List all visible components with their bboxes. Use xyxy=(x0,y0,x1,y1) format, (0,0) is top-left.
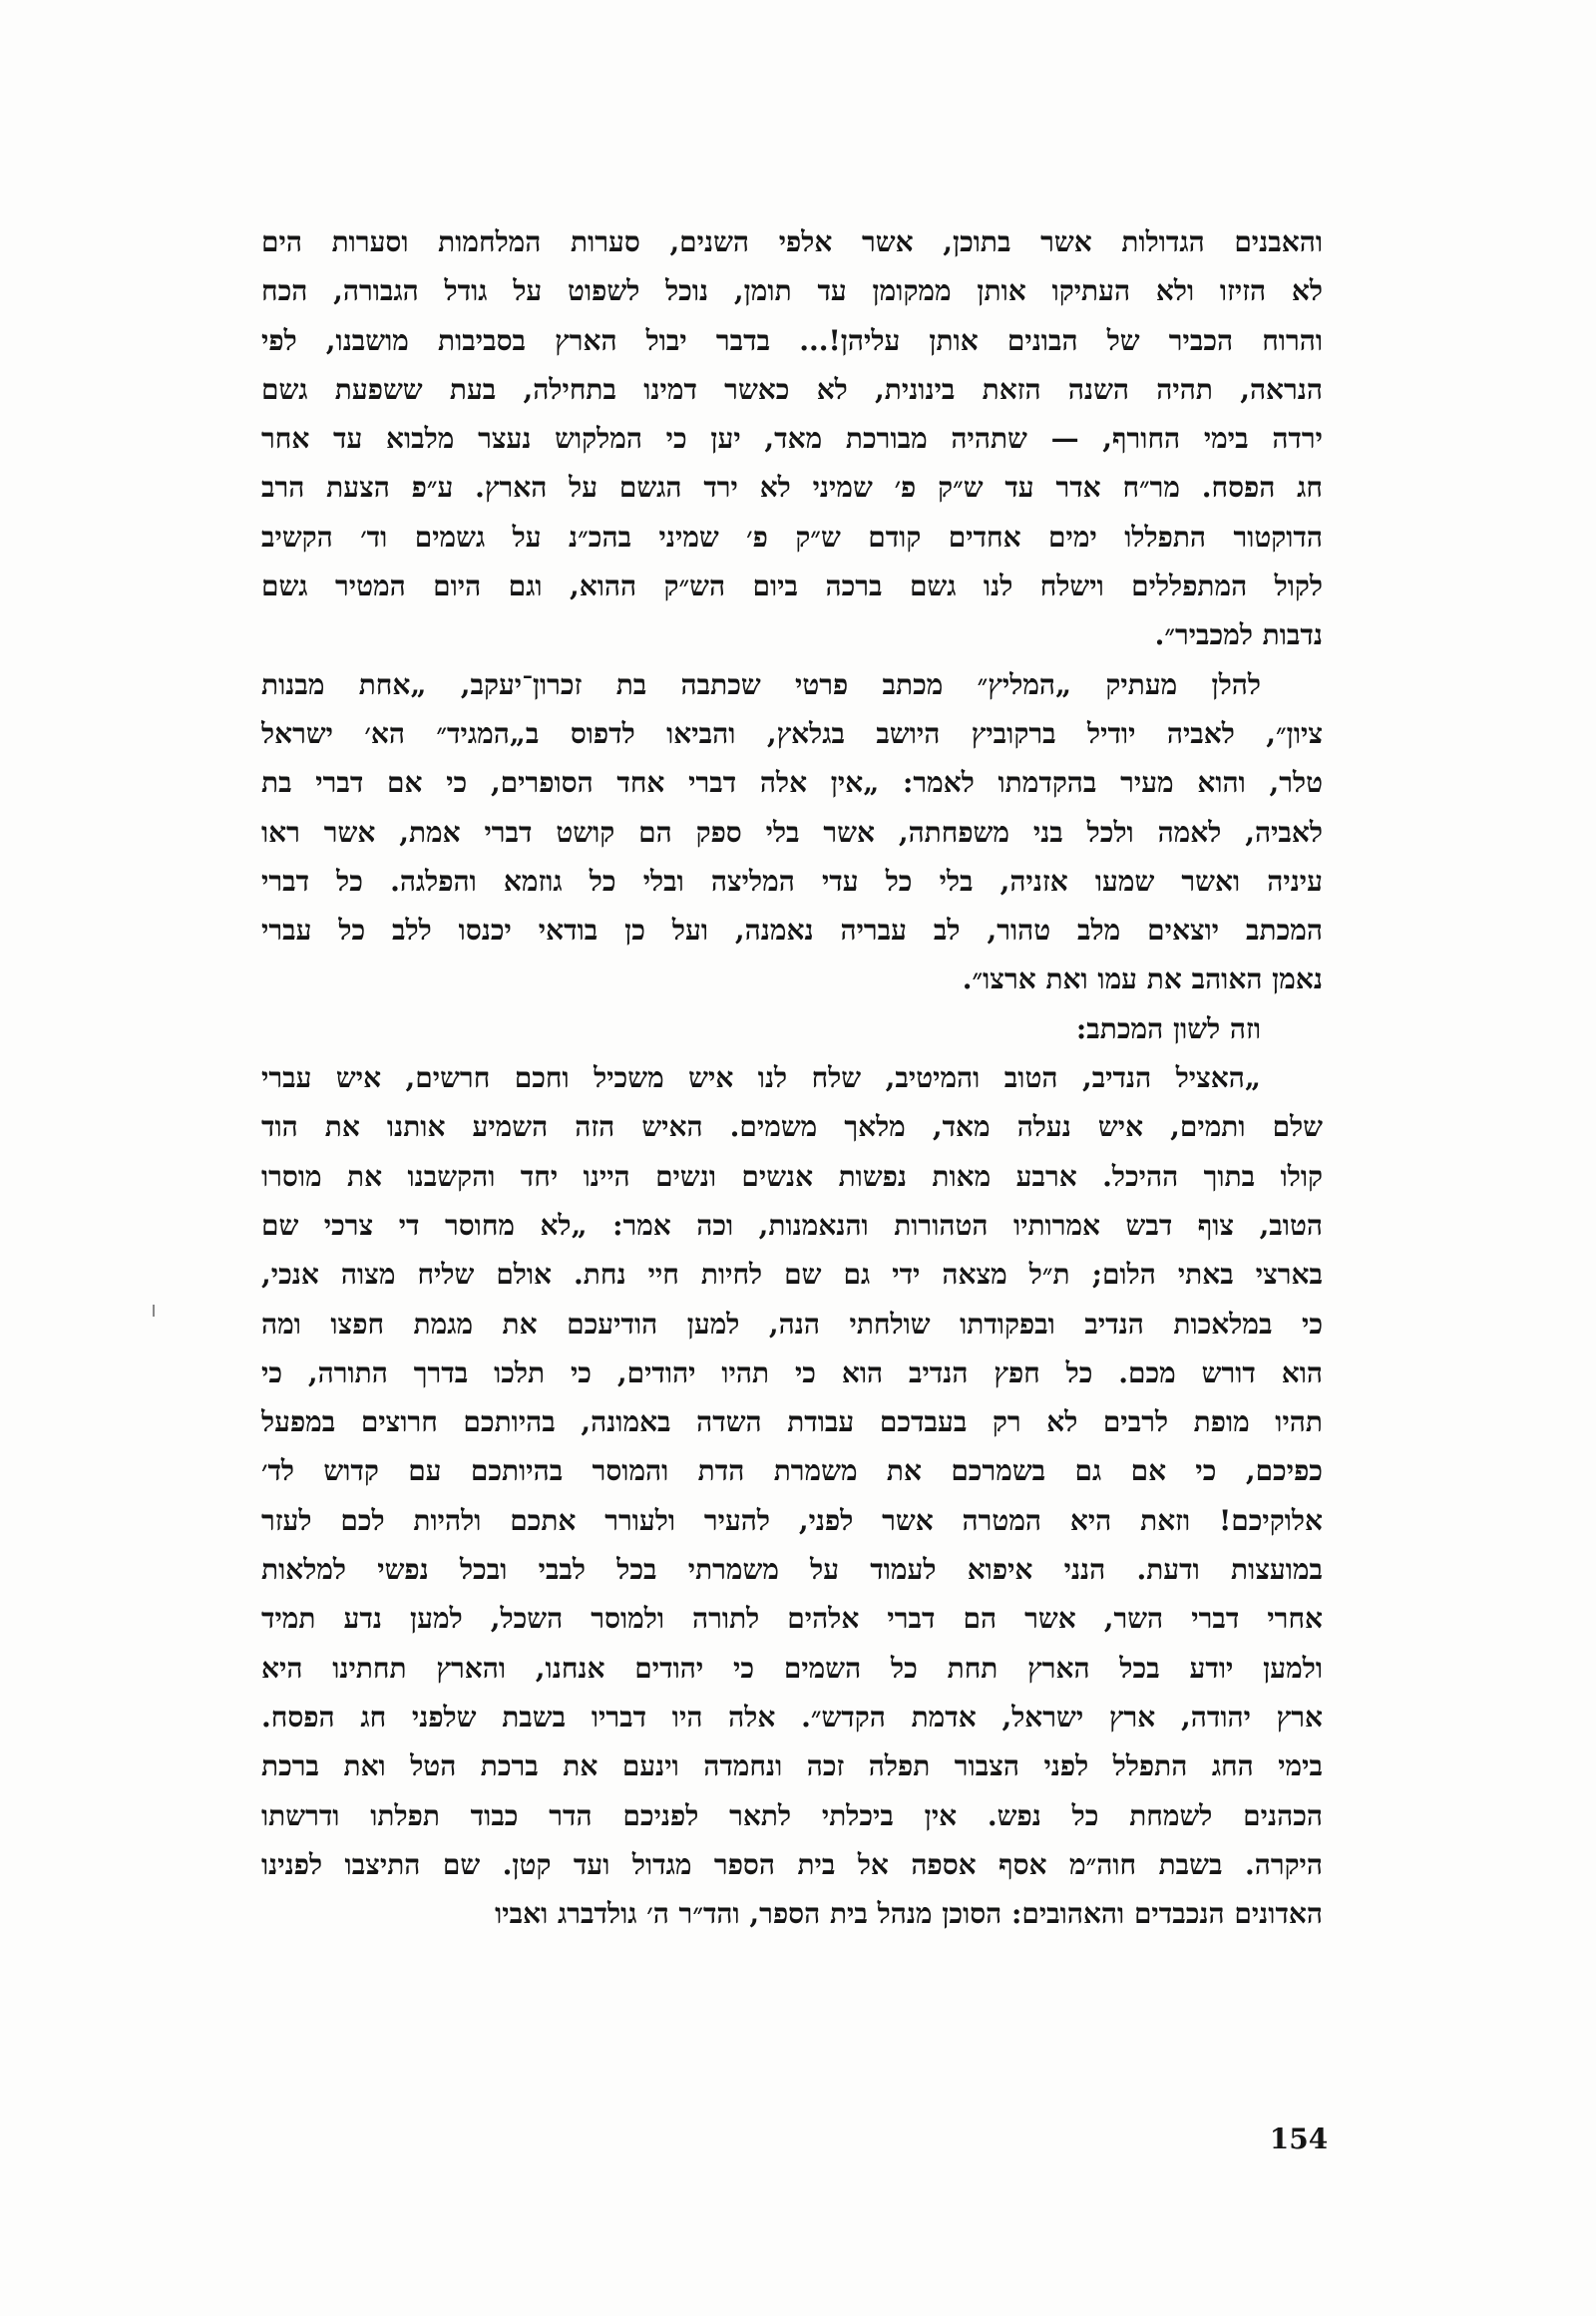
text-line: היקרה. בשבת חוה״מ אסף אספה אל בית הספר מגדול ועד קטן. שם התיצבו לפנינו xyxy=(261,1847,1323,1881)
paragraph xyxy=(261,1004,1323,1053)
text-line: המכתב יוצאים מלב טהור, לב עבריה נאמנה, ועל כן בודאי יכנסו ללב כל עברי xyxy=(261,914,1323,948)
text-line: נאמן האוהב את עמו ואת ארצו״. xyxy=(962,963,1323,996)
text-line: „האציל הנדיב, הטוב והמיטיב, שלח לנו איש משכיל וחכם חרשים, איש עברי xyxy=(261,1061,1261,1095)
text-line: קולו בתוך ההיכל. ארבע מאות נפשות אנשים ונשים היינו יחד והקשבנו את מוסרו xyxy=(261,1159,1323,1193)
text-line: בימי החג התפלל לפני הצבור תפלה זכה ונחמדה וינעם את ברכת הטל ואת ברכת xyxy=(261,1749,1323,1783)
paragraph xyxy=(261,217,1323,660)
text-line: הדוקטור התפללו ימים אחדים קודם ש״ק פ׳ שמיני בהכ״נ על גשמים וד׳ הקשיב xyxy=(261,520,1323,554)
text-line: הכהנים לשמחת כל נפש. אין ביכלתי לתאר לפניכם הדר כבוד תפלתו ודרשתו xyxy=(261,1798,1323,1832)
text-line: להלן מעתיק „המליץ״ מכתב פרטי שכתבה בת זכרון־יעקב, „אחת מבנות xyxy=(261,667,1261,701)
margin-mark xyxy=(153,1305,155,1317)
text-line: ירדה בימי החורף, — שתהיה מבורכת מאד, יען כי המלקוש נעצר מלבוא עד אחר xyxy=(261,422,1323,456)
text-line: עיניה ואשר שמעו אזניה, בלי כל עדי המליצה ובלי כל גוזמא והפלגה. כל דברי xyxy=(261,864,1323,898)
body-text xyxy=(261,217,1323,1938)
text-line: לאביה, לאמה ולכל בני משפחתה, אשר בלי ספק הם קושט דברי אמת, אשר ראו xyxy=(261,815,1323,849)
text-line: במועצות ודעת. הנני איפוא לעמוד על משמרתי בכל לבבי ובכל נפשי למלאות xyxy=(261,1553,1323,1587)
text-line: ציון״, לאביה יודיל ברקוביץ היושב בגלאץ, והביאו לדפוס ב„המגיד״ הא׳ ישראל xyxy=(261,716,1323,750)
text-line: לקול המתפללים וישלח לנו גשם ברכה ביום הש״ק ההוא, וגם היום המטיר גשם xyxy=(261,570,1323,603)
text-line: וזה לשון המכתב: xyxy=(1075,1011,1261,1045)
text-line: הוא דורש מכם. כל חפץ הנדיב הוא כי תהיו יהודים, כי תלכו בדרך התורה, כי xyxy=(261,1355,1323,1389)
text-line: והרוח הכביר של הבונים אותן עליהן!... בדבר יבול הארץ בסביבות מושבנו, לפי xyxy=(261,323,1323,357)
paragraph xyxy=(261,660,1323,1004)
text-line: ולמען יודע בכל הארץ תחת כל השמים כי יהודים אנחנו, והארץ תחתינו היא xyxy=(261,1651,1323,1685)
text-line: כי במלאכות הנדיב ובפקודתו שולחתי הנה, למען הודיעכם את מגמת חפצו ומה xyxy=(261,1307,1323,1341)
text-line: האדונים הנכבדים והאהובים: הסוכן מנהל בית הספר, והד״ר ה׳ גולדברג ואביו xyxy=(495,1897,1323,1931)
text-line: נדבות למכביר״. xyxy=(1154,618,1323,652)
page-number: 154 xyxy=(1269,2123,1329,2155)
text-line: אלוקיכם! וזאת היא המטרה אשר לפני, להעיר ולעורר אתכם ולהיות לכם לעזר xyxy=(261,1503,1323,1537)
text-line: ארץ יהודה, ארץ ישראל, אדמת הקדש״. אלה היו דבריו בשבת שלפני חג הפסח. xyxy=(261,1700,1323,1734)
text-line: אחרי דברי השר, אשר הם דברי אלהים לתורה ולמוסר השכל, למען נדע תמיד xyxy=(261,1602,1323,1636)
text-line: הטוב, צוף דבש אמרותיו הטהורות והנאמנות, וכה אמר: „לא מחוסר די צרכי שם xyxy=(261,1208,1323,1242)
text-line: כפיכם, כי אם גם בשמרכם את משמרת הדת והמוסר בהיותכם עם קדוש לד׳ xyxy=(261,1454,1323,1488)
text-line: הנראה, תהיה השנה הזאת בינונית, לא כאשר דמינו בתחילה, בעת ששפעת גשם xyxy=(261,372,1323,406)
text-line: בארצי באתי הלום; ת״ל מצאה ידי גם שם לחיות חיי נחת. אולם שליח מצוה אנכי, xyxy=(261,1258,1323,1292)
text-line: חג הפסח. מר״ח אדר עד ש״ק פ׳ שמיני לא ירד הגשם על הארץ. ע״פ הצעת הרב xyxy=(261,471,1323,505)
text-line: טלר, והוא מעיר בהקדמתו לאמר: „אין אלה דברי אחד הסופרים, כי אם דברי בת xyxy=(261,766,1323,800)
paragraph xyxy=(261,1053,1323,1938)
text-line: שלם ותמים, איש נעלה מאד, מלאך משמים. האיש הזה השמיע אותנו את הוד xyxy=(261,1110,1323,1144)
text-line: לא הזיזו ולא העתיקו אותן ממקומן עד תומן, נוכל לשפוט על גודל הגבורה, הכח xyxy=(261,274,1323,308)
text-line: תהיו מופת לרבים לא רק בעבדכם עבודת השדה באמונה, בהיותכם חרוצים במפעל xyxy=(261,1405,1323,1439)
text-line: והאבנים הגדולות אשר בתוכן, אשר אלפי השנים, סערות המלחמות וסערות הים xyxy=(261,225,1323,258)
